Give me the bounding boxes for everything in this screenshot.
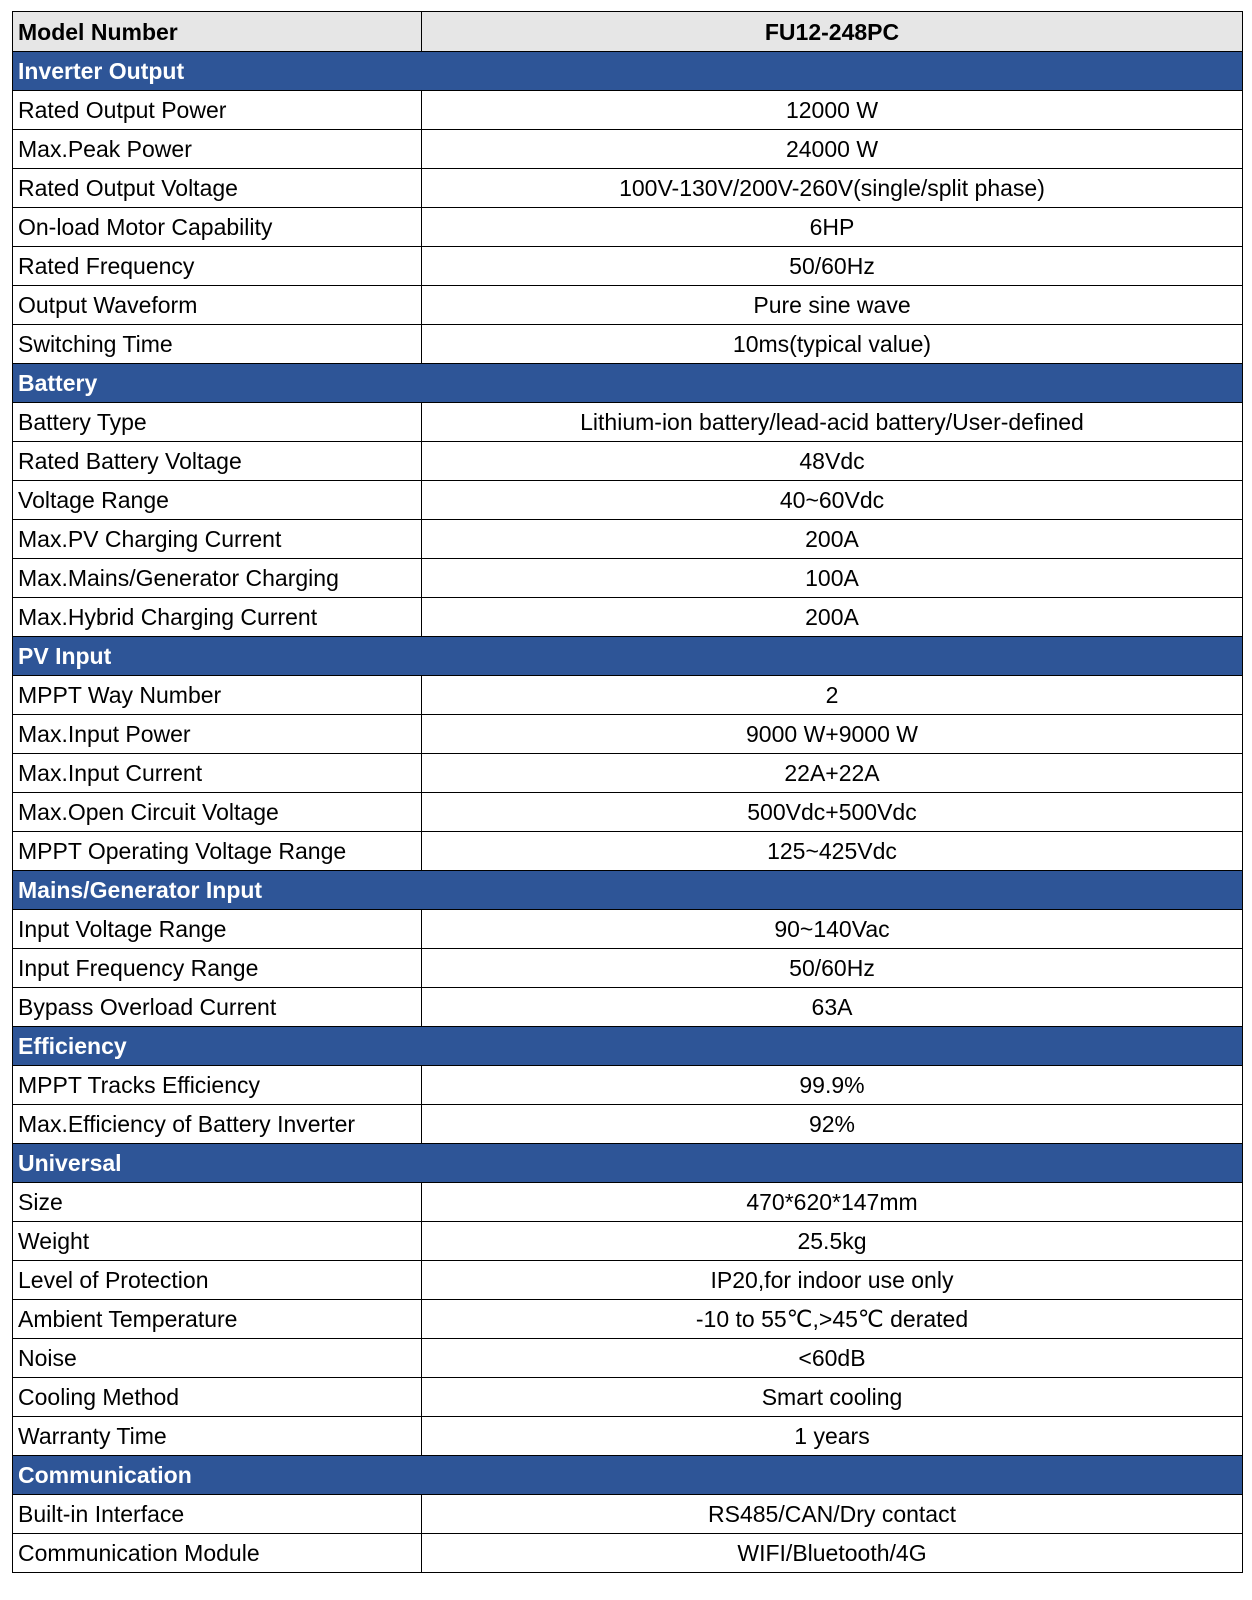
table-row [13,1066,1243,1105]
spec-label: Max.PV Charging Current [13,520,422,559]
table-row [13,1222,1243,1261]
spec-value: 6HP [422,208,1243,247]
spec-value: -10 to 55℃,>45℃ derated [422,1300,1243,1339]
spec-label: Rated Output Voltage [13,169,422,208]
spec-label: Noise [13,1339,422,1378]
spec-label: Bypass Overload Current [13,988,422,1027]
spec-label: Rated Battery Voltage [13,442,422,481]
spec-table-body [13,12,1243,1573]
spec-value: Pure sine wave [422,286,1243,325]
table-row [13,1417,1243,1456]
spec-label: Ambient Temperature [13,1300,422,1339]
section-header [13,871,1243,910]
spec-value: 10ms(typical value) [422,325,1243,364]
table-row [13,1105,1243,1144]
spec-value: 99.9% [422,1066,1243,1105]
spec-value: 92% [422,1105,1243,1144]
table-row [13,988,1243,1027]
spec-value: IP20,for indoor use only [422,1261,1243,1300]
table-row [13,1534,1243,1573]
section-title: PV Input [13,637,1243,676]
model-label: Model Number [13,12,422,52]
table-row [13,910,1243,949]
spec-label: Output Waveform [13,286,422,325]
spec-value: Smart cooling [422,1378,1243,1417]
spec-value: WIFI/Bluetooth/4G [422,1534,1243,1573]
spec-value: 25.5kg [422,1222,1243,1261]
spec-value: 200A [422,598,1243,637]
spec-value: 90~140Vac [422,910,1243,949]
spec-label: Rated Output Power [13,91,422,130]
section-header [13,1027,1243,1066]
table-row [13,1339,1243,1378]
table-row [13,481,1243,520]
table-row [13,169,1243,208]
table-row [13,91,1243,130]
table-row [13,130,1243,169]
spec-label: Size [13,1183,422,1222]
spec-value: 100A [422,559,1243,598]
table-row [13,1495,1243,1534]
table-row [13,247,1243,286]
spec-label: Max.Hybrid Charging Current [13,598,422,637]
table-row [13,1261,1243,1300]
spec-label: Warranty Time [13,1417,422,1456]
section-title: Universal [13,1144,1243,1183]
table-row [13,598,1243,637]
spec-value: 1 years [422,1417,1243,1456]
section-title: Inverter Output [13,52,1243,91]
spec-value: 500Vdc+500Vdc [422,793,1243,832]
table-row [13,1378,1243,1417]
section-header [13,1144,1243,1183]
spec-label: MPPT Way Number [13,676,422,715]
spec-value: 50/60Hz [422,949,1243,988]
section-header [13,637,1243,676]
section-header [13,364,1243,403]
section-header [13,1456,1243,1495]
table-row [13,403,1243,442]
table-row [13,520,1243,559]
spec-label: Max.Input Power [13,715,422,754]
spec-label: Max.Peak Power [13,130,422,169]
table-row [13,286,1243,325]
section-title: Efficiency [13,1027,1243,1066]
table-row [13,676,1243,715]
spec-label: Rated Frequency [13,247,422,286]
section-title: Battery [13,364,1243,403]
spec-value: 40~60Vdc [422,481,1243,520]
section-header [13,52,1243,91]
table-row [13,754,1243,793]
spec-label: Cooling Method [13,1378,422,1417]
spec-value: 50/60Hz [422,247,1243,286]
table-row [13,208,1243,247]
table-row [13,832,1243,871]
table-row [13,715,1243,754]
table-row [13,1300,1243,1339]
spec-value: 48Vdc [422,442,1243,481]
spec-value: 63A [422,988,1243,1027]
spec-value: 125~425Vdc [422,832,1243,871]
spec-label: Level of Protection [13,1261,422,1300]
spec-value: 470*620*147mm [422,1183,1243,1222]
spec-label: Input Frequency Range [13,949,422,988]
table-row [13,325,1243,364]
spec-label: MPPT Operating Voltage Range [13,832,422,871]
spec-label: Voltage Range [13,481,422,520]
spec-label: MPPT Tracks Efficiency [13,1066,422,1105]
table-row [13,793,1243,832]
table-row [13,442,1243,481]
spec-label: Battery Type [13,403,422,442]
spec-value: 24000 W [422,130,1243,169]
table-row [13,949,1243,988]
spec-label: On-load Motor Capability [13,208,422,247]
table-row [13,559,1243,598]
section-title: Communication [13,1456,1243,1495]
spec-value: <60dB [422,1339,1243,1378]
spec-value: 12000 W [422,91,1243,130]
spec-label: Max.Open Circuit Voltage [13,793,422,832]
table-row [13,1183,1243,1222]
spec-label: Switching Time [13,325,422,364]
spec-value: RS485/CAN/Dry contact [422,1495,1243,1534]
spec-value: 2 [422,676,1243,715]
spec-label: Communication Module [13,1534,422,1573]
spec-label: Input Voltage Range [13,910,422,949]
spec-value: 100V-130V/200V-260V(single/split phase) [422,169,1243,208]
model-row [13,12,1243,52]
spec-label: Max.Efficiency of Battery Inverter [13,1105,422,1144]
spec-label: Weight [13,1222,422,1261]
spec-table [12,11,1243,1573]
spec-value: Lithium-ion battery/lead-acid battery/User-defined [422,403,1243,442]
model-value: FU12-248PC [422,12,1243,52]
section-title: Mains/Generator Input [13,871,1243,910]
spec-value: 9000 W+9000 W [422,715,1243,754]
spec-label: Built-in Interface [13,1495,422,1534]
spec-label: Max.Input Current [13,754,422,793]
spec-label: Max.Mains/Generator Charging [13,559,422,598]
spec-value: 200A [422,520,1243,559]
spec-value: 22A+22A [422,754,1243,793]
